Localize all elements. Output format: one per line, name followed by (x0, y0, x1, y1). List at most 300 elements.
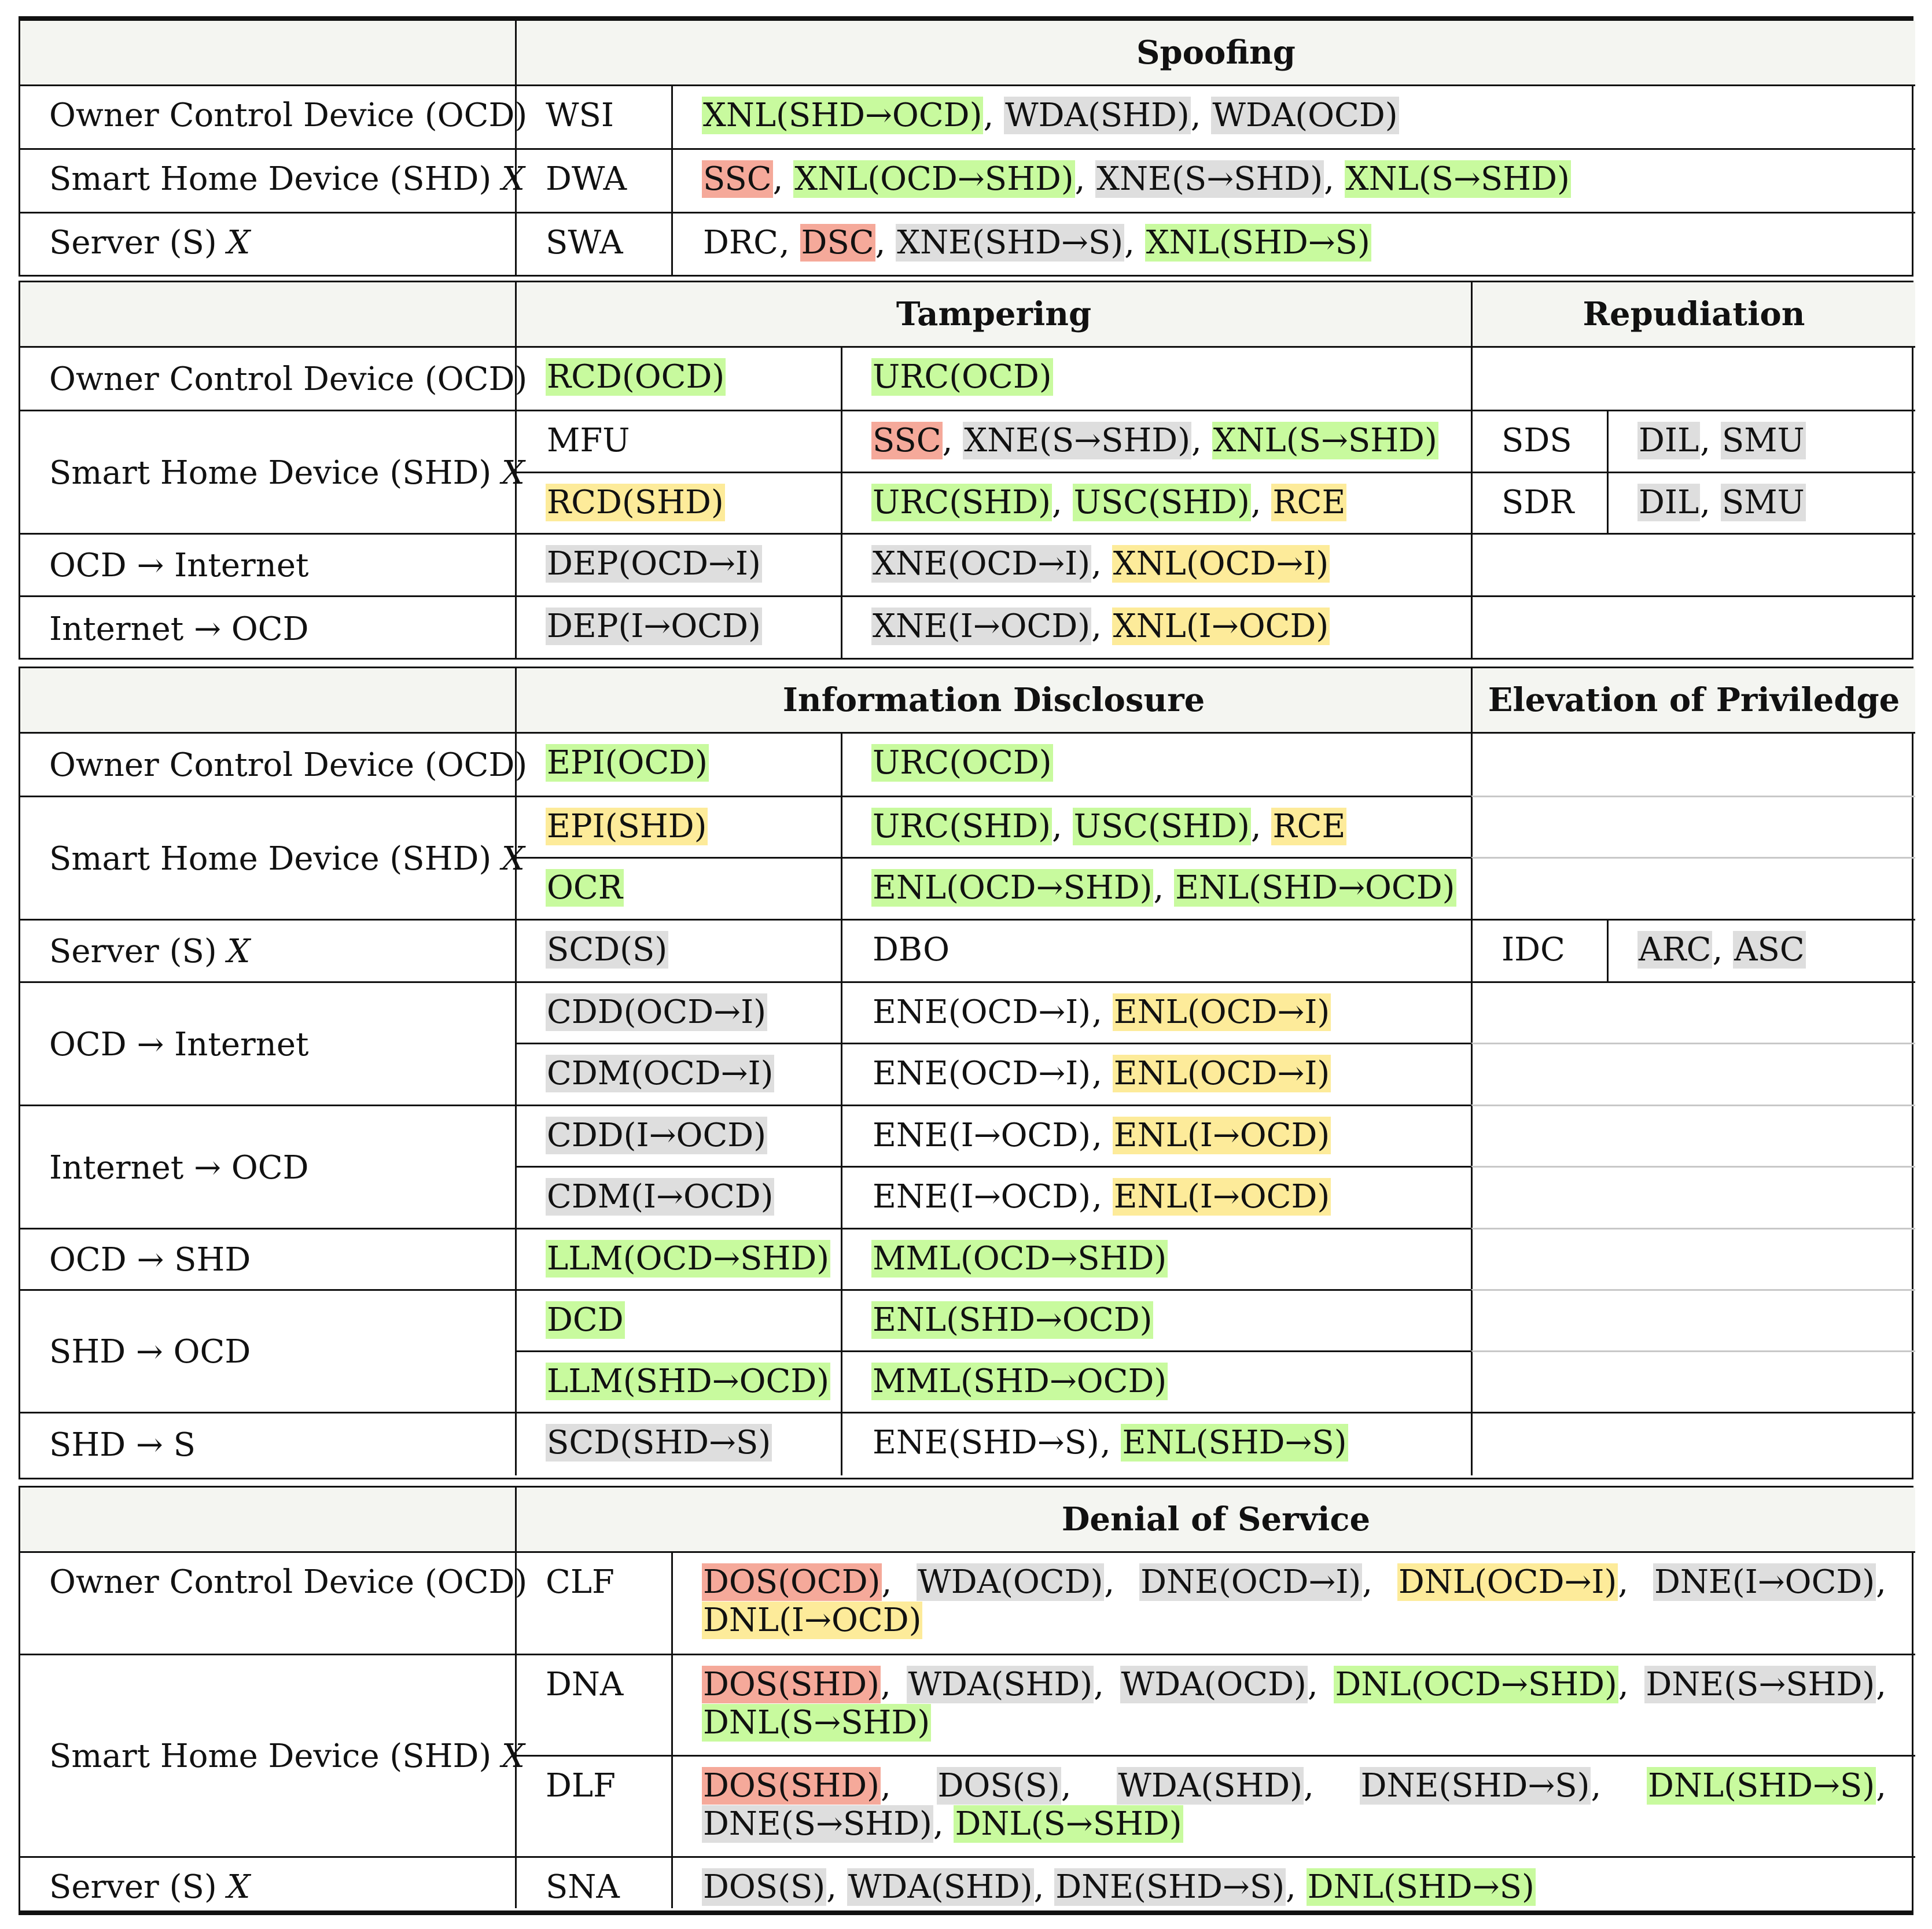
entity-label (49, 1333, 251, 1371)
threat-ref-group (907, 1666, 1104, 1704)
threat-code-value: SCD(SHD→S) (547, 1424, 771, 1462)
separator: , (1286, 1868, 1296, 1906)
threat-ref-group (1360, 1767, 1602, 1805)
separator: , (881, 1563, 892, 1601)
threat-refs-line1 (702, 1767, 1886, 1805)
threat-code-value: CDD(OCD→I) (547, 993, 767, 1031)
refs-cell (841, 919, 1471, 981)
entity-label (49, 1563, 527, 1602)
separator: , (1712, 931, 1723, 969)
entity-name: OCD → Internet (49, 547, 309, 584)
threat-ref-group (937, 1767, 1072, 1805)
entity-label (49, 547, 309, 585)
threat-ref-group (702, 1767, 891, 1805)
threat-refs (871, 993, 1331, 1032)
threat-ref: SMU (1721, 422, 1805, 459)
separator: , (1700, 484, 1711, 521)
separator: , (1091, 545, 1102, 583)
entity-name: Internet → OCD (49, 610, 309, 648)
entity-name: Owner Control Device (OCD) (49, 97, 528, 134)
refs-cell (841, 981, 1471, 1043)
entity-name: Server (S) (49, 1868, 217, 1906)
threat-ref: DSC (801, 224, 874, 262)
entity-cell (20, 410, 525, 533)
threat-ref: DNL(SHD→S) (1648, 1767, 1875, 1805)
entity-label (49, 933, 250, 971)
refs-cell (671, 1856, 1915, 1908)
threat-code: WSI (546, 97, 614, 134)
entity-label (49, 840, 525, 878)
threat-ref: ENL(I→OCD) (1113, 1178, 1330, 1216)
threat-code: SNA (546, 1868, 620, 1906)
threat-ref: XNE(S→SHD) (964, 422, 1191, 459)
refs-cell (841, 346, 1471, 410)
entity-cell (20, 1551, 528, 1654)
separator: , (1324, 160, 1334, 198)
threat-refs (702, 97, 1399, 135)
entity-name: Owner Control Device (OCD) (49, 746, 528, 784)
threat-refs (702, 160, 1571, 198)
x-mark: X (502, 840, 525, 878)
tampering-header (515, 282, 1471, 346)
threat-ref: ASC (1734, 931, 1805, 969)
refs-cell (841, 1105, 1471, 1166)
threat-code-value: RCD(SHD) (547, 484, 724, 521)
threat-code-value: EPI(SHD) (547, 808, 707, 845)
entity-cell (20, 981, 515, 1105)
dos-block (19, 1486, 1913, 1915)
entity-cell (20, 212, 515, 275)
refs-cell (841, 1043, 1471, 1105)
threat-ref: DIL (1639, 422, 1699, 459)
threat-ref: WDA(SHD) (848, 1868, 1033, 1906)
threat-code (546, 1424, 772, 1462)
threat-code-value: MFU (547, 422, 630, 459)
repudiation-code-cell (1471, 410, 1607, 472)
threat-ref: DOS(SHD) (703, 1767, 879, 1805)
entity-cell (20, 1228, 515, 1289)
separator: , (1092, 1178, 1102, 1216)
code-cell (515, 84, 671, 148)
entity-label (49, 1426, 196, 1464)
threat-code-value: EPI(OCD) (547, 744, 708, 782)
threat-code-value: DEP(OCD→I) (547, 545, 761, 583)
threat-ref: ENE(I→OCD) (873, 1178, 1091, 1216)
eop-empty-cell (1471, 1412, 1915, 1475)
threat-ref: URC(SHD) (873, 484, 1051, 521)
threat-refs (871, 608, 1330, 646)
separator: , (1618, 1563, 1629, 1601)
separator: , (1074, 160, 1085, 198)
refs-cell (841, 1166, 1471, 1228)
x-mark: X (227, 224, 251, 262)
threat-refs (702, 1868, 1536, 1906)
eop-code: IDC (1502, 931, 1565, 969)
threat-ref: MML(OCD→SHD) (873, 1240, 1167, 1278)
disclosure-header (515, 668, 1471, 732)
threat-code-value: LLM(SHD→OCD) (547, 1363, 830, 1400)
entity-cell (20, 1856, 515, 1908)
threat-ref: WDA(OCD) (918, 1563, 1103, 1601)
repudiation-empty-cell (1471, 595, 1915, 660)
threat-refs (871, 358, 1053, 396)
threat-refs (871, 808, 1346, 846)
threat-ref: ENL(SHD→OCD) (873, 1301, 1153, 1339)
separator: , (1153, 869, 1164, 907)
threat-ref: XNL(OCD→SHD) (794, 160, 1074, 198)
threat-code (546, 869, 624, 907)
threat-ref-group (1653, 1563, 1886, 1602)
threat-code (546, 993, 767, 1032)
threat-ref-group (1334, 1666, 1628, 1704)
eop-code-cell (1471, 919, 1607, 981)
separator: , (880, 1767, 891, 1805)
entity-cell (20, 1105, 515, 1228)
separator: , (1124, 224, 1135, 262)
code-cell (515, 1755, 671, 1856)
threat-ref-group (1117, 1767, 1314, 1805)
separator: , (1876, 1666, 1886, 1703)
threat-code-value: DEP(I→OCD) (547, 608, 761, 645)
corner-cell (20, 282, 515, 346)
threat-code (546, 1117, 767, 1155)
repudiation-refs (1637, 484, 1806, 522)
corner-cell (20, 21, 515, 84)
separator: , (772, 160, 783, 198)
entity-cell (20, 1412, 515, 1475)
entity-name: Owner Control Device (OCD) (49, 1563, 528, 1601)
entity-cell (20, 796, 525, 919)
threat-refs (702, 224, 1371, 262)
corner-cell (20, 668, 515, 732)
separator: , (880, 1666, 891, 1703)
separator: , (1307, 1666, 1318, 1703)
threat-ref: DNE(SHD→S) (1360, 1767, 1590, 1805)
threat-ref: XNL(SHD→S) (1146, 224, 1370, 262)
tampering-block (19, 281, 1913, 660)
threat-code (546, 422, 631, 460)
threat-refs (871, 484, 1346, 522)
threat-ref: DRC (703, 224, 778, 262)
threat-ref: RCE (1272, 808, 1346, 845)
entity-label (49, 610, 309, 649)
tampering-header-label: Tampering (896, 295, 1092, 333)
threat-ref: DNE(S→SHD) (1646, 1666, 1875, 1703)
threat-code (546, 1178, 774, 1216)
entity-label (49, 1149, 309, 1187)
refs-cell (841, 472, 1471, 533)
refs-cell (841, 796, 1471, 857)
threat-ref: WDA(OCD) (1212, 97, 1398, 134)
code-cell (515, 1043, 841, 1105)
threat-ref-group (1139, 1563, 1372, 1602)
threat-ref: DOS(SHD) (703, 1666, 879, 1703)
threat-ref: DNE(OCD→I) (1140, 1563, 1361, 1601)
eop-empty-cell (1471, 1289, 1915, 1350)
threat-ref-group (702, 1666, 891, 1704)
threat-code-value: DCD (547, 1301, 624, 1339)
x-mark: X (227, 1868, 251, 1906)
spoofing-header-label: Spoofing (1136, 34, 1296, 72)
entity-name: Smart Home Device (SHD) (49, 454, 492, 492)
refs-cell (841, 1289, 1471, 1350)
threat-code-value: CDD(I→OCD) (547, 1117, 767, 1154)
threat-ref: URC(SHD) (873, 808, 1051, 845)
threat-ref: DOS(S) (703, 1868, 826, 1906)
code-cell (515, 981, 841, 1043)
x-mark: X (502, 1737, 525, 1775)
separator: , (1100, 1424, 1111, 1462)
refs-cell (841, 595, 1471, 660)
refs-cell (671, 212, 1915, 275)
threat-ref: ENE(I→OCD) (873, 1117, 1091, 1154)
separator: , (1092, 1055, 1102, 1092)
entity-label (49, 1026, 309, 1064)
threat-ref: WDA(SHD) (908, 1666, 1093, 1703)
threat-refs (871, 744, 1053, 782)
disclosure-header-label: Information Disclosure (782, 681, 1205, 719)
entity-cell (20, 595, 515, 660)
threat-refs (871, 1301, 1153, 1339)
repudiation-header (1471, 282, 1915, 346)
code-cell (515, 1412, 841, 1475)
entity-label (49, 1868, 250, 1906)
threat-code-value: OCR (547, 869, 623, 907)
code-cell (515, 410, 841, 472)
threat-ref: URC(OCD) (873, 358, 1052, 396)
code-cell (515, 346, 841, 410)
threat-code (546, 608, 762, 646)
entity-name: SHD → S (49, 1426, 196, 1464)
refs-cell (841, 1412, 1471, 1475)
entity-label (49, 454, 525, 492)
separator: , (1362, 1563, 1373, 1601)
threat-ref: DIL (1639, 484, 1699, 521)
entity-cell (20, 1289, 515, 1412)
threat-ref: ENL(SHD→S) (1122, 1424, 1347, 1462)
refs-cell (671, 1654, 1915, 1755)
separator: , (1061, 1767, 1072, 1805)
threat-ref: ENL(OCD→SHD) (873, 869, 1153, 907)
threat-ref: XNL(SHD→OCD) (703, 97, 982, 134)
threat-ref: DOS(OCD) (703, 1563, 881, 1601)
entity-label (49, 1241, 251, 1279)
refs-cell (841, 410, 1471, 472)
threat-ref: DNE(I→OCD) (1654, 1563, 1875, 1601)
code-cell (515, 1654, 671, 1755)
refs-cell (671, 1551, 1915, 1654)
threat-refs (871, 1178, 1331, 1216)
entity-name: Smart Home Device (SHD) (49, 160, 492, 198)
entity-label (49, 160, 525, 198)
repudiation-header-label: Repudiation (1583, 295, 1805, 333)
threat-code-value: LLM(OCD→SHD) (547, 1240, 830, 1278)
threat-ref-group (1644, 1666, 1886, 1704)
threat-ref: USC(SHD) (1073, 808, 1250, 845)
threat-ref: DNL(I→OCD) (703, 1602, 922, 1639)
entity-name: SHD → OCD (49, 1333, 251, 1371)
code-cell (515, 533, 841, 595)
threat-refs-line1 (702, 1563, 1886, 1602)
eop-empty-cell (1471, 1350, 1915, 1412)
eop-empty-cell (1471, 981, 1915, 1043)
repudiation-code: SDS (1502, 422, 1572, 459)
separator: , (1304, 1767, 1314, 1805)
code-cell (515, 1228, 841, 1289)
repudiation-code-cell (1471, 472, 1607, 533)
entity-name: Server (S) (49, 224, 217, 262)
eop-empty-cell (1471, 1166, 1915, 1228)
threat-refs (871, 422, 1438, 460)
code-cell (515, 857, 841, 919)
threat-refs (871, 1055, 1331, 1093)
separator: , (942, 422, 953, 459)
eop-empty-cell (1471, 1105, 1915, 1166)
threat-ref: XNE(I→OCD) (873, 608, 1091, 645)
entity-label (49, 224, 250, 262)
eop-header (1471, 668, 1915, 732)
code-cell (515, 148, 671, 212)
threat-code (546, 1240, 830, 1278)
threat-code (546, 358, 726, 396)
separator: , (1250, 484, 1261, 521)
separator: , (1092, 1117, 1102, 1154)
threat-ref: DNL(SHD→S) (1307, 1868, 1534, 1906)
code-cell (515, 1166, 841, 1228)
dos-header (515, 1488, 1915, 1551)
entity-cell (20, 919, 515, 981)
threat-code: DWA (546, 160, 627, 198)
separator: , (875, 224, 886, 262)
refs-cell (841, 857, 1471, 919)
threat-code: DNA (546, 1666, 624, 1703)
code-cell (515, 1289, 841, 1350)
separator: , (1191, 422, 1202, 459)
threat-ref: USC(SHD) (1073, 484, 1250, 521)
separator: , (1092, 993, 1102, 1031)
threat-ref: ENE(OCD→I) (873, 993, 1091, 1031)
repudiation-code: SDR (1502, 484, 1574, 521)
code-cell (515, 212, 671, 275)
threat-ref: WDA(SHD) (1005, 97, 1190, 134)
threat-code (546, 1055, 774, 1093)
entity-label (49, 360, 527, 399)
separator: , (1094, 1666, 1104, 1703)
threat-refs (871, 931, 951, 969)
separator: , (1876, 1563, 1886, 1601)
threat-ref-group (917, 1563, 1114, 1602)
code-cell (515, 1105, 841, 1166)
separator: , (1052, 808, 1062, 845)
threat-ref: DNE(SHD→S) (1055, 1868, 1285, 1906)
threat-refs (871, 1240, 1168, 1278)
threat-ref: XNL(I→OCD) (1113, 608, 1329, 645)
threat-code-value: RCD(OCD) (547, 358, 725, 396)
threat-ref: XNE(S→SHD) (1096, 160, 1323, 198)
code-cell (515, 1350, 841, 1412)
threat-code (546, 931, 668, 969)
code-cell (515, 595, 841, 660)
threat-ref: SSC (873, 422, 941, 459)
threat-ref: ENE(SHD→S) (873, 1424, 1099, 1462)
threat-ref-group (702, 1563, 892, 1602)
threat-ref: URC(OCD) (873, 744, 1052, 782)
threat-ref: XNL(S→SHD) (1345, 160, 1570, 198)
code-cell (515, 1551, 671, 1654)
separator: , (1033, 1868, 1044, 1906)
dos-header-label: Denial of Service (1061, 1500, 1371, 1538)
separator: , (826, 1868, 837, 1906)
separator: , (1190, 97, 1201, 134)
separator: , (1104, 1563, 1115, 1601)
entity-name: Owner Control Device (OCD) (49, 360, 528, 398)
code-cell (515, 919, 841, 981)
entity-cell (20, 346, 528, 410)
threat-code: SWA (546, 224, 623, 262)
threat-code: CLF (546, 1563, 614, 1601)
threat-refs (871, 1117, 1331, 1155)
refs-cell (841, 533, 1471, 595)
threat-refs (871, 1363, 1168, 1401)
threat-ref: DNL(S→SHD) (703, 1704, 930, 1742)
threat-ref: SSC (703, 160, 772, 198)
refs-cell (841, 732, 1471, 796)
refs-cell (671, 84, 1915, 148)
entity-label (49, 97, 527, 135)
threat-ref: DOS(S) (937, 1767, 1060, 1805)
threat-code (546, 545, 762, 583)
threat-code (546, 484, 725, 522)
threat-code-value: CDM(OCD→I) (547, 1055, 774, 1092)
entity-cell (20, 732, 528, 796)
separator: , (1618, 1666, 1629, 1703)
entity-label (49, 1737, 525, 1776)
threat-ref: XNE(OCD→I) (873, 545, 1091, 583)
threat-ref: ARC (1639, 931, 1712, 969)
threat-refs-line2 (702, 1805, 1183, 1843)
threat-code (546, 1363, 830, 1401)
entity-name: Smart Home Device (SHD) (49, 840, 492, 878)
eop-empty-cell (1471, 1043, 1915, 1105)
threat-ref: XNE(SHD→S) (897, 224, 1124, 262)
entity-name: Internet → OCD (49, 1148, 309, 1187)
entity-name: OCD → Internet (49, 1025, 309, 1063)
threat-ref: DNL(S→SHD) (955, 1805, 1182, 1843)
threat-ref: ENL(OCD→I) (1113, 993, 1330, 1031)
code-cell (515, 732, 841, 796)
code-cell (515, 472, 841, 533)
separator: , (983, 97, 994, 134)
refs-cell (671, 148, 1915, 212)
threat-ref-group (1647, 1767, 1886, 1805)
threat-ref: XNL(OCD→I) (1113, 545, 1329, 583)
code-cell (515, 796, 841, 857)
threat-ref-group (1397, 1563, 1628, 1602)
threat-refs (871, 545, 1330, 583)
eop-empty-cell (1471, 857, 1915, 919)
refs-cell (841, 1350, 1471, 1412)
repudiation-refs (1637, 422, 1806, 460)
spoofing-block (19, 16, 1913, 277)
eop-empty-cell (1471, 732, 1915, 796)
refs-cell (841, 1228, 1471, 1289)
separator: , (1250, 808, 1261, 845)
separator: , (779, 224, 790, 262)
x-mark: X (227, 933, 251, 970)
refs-cell (671, 1755, 1915, 1856)
x-mark: X (502, 160, 525, 198)
separator: , (1052, 484, 1062, 521)
